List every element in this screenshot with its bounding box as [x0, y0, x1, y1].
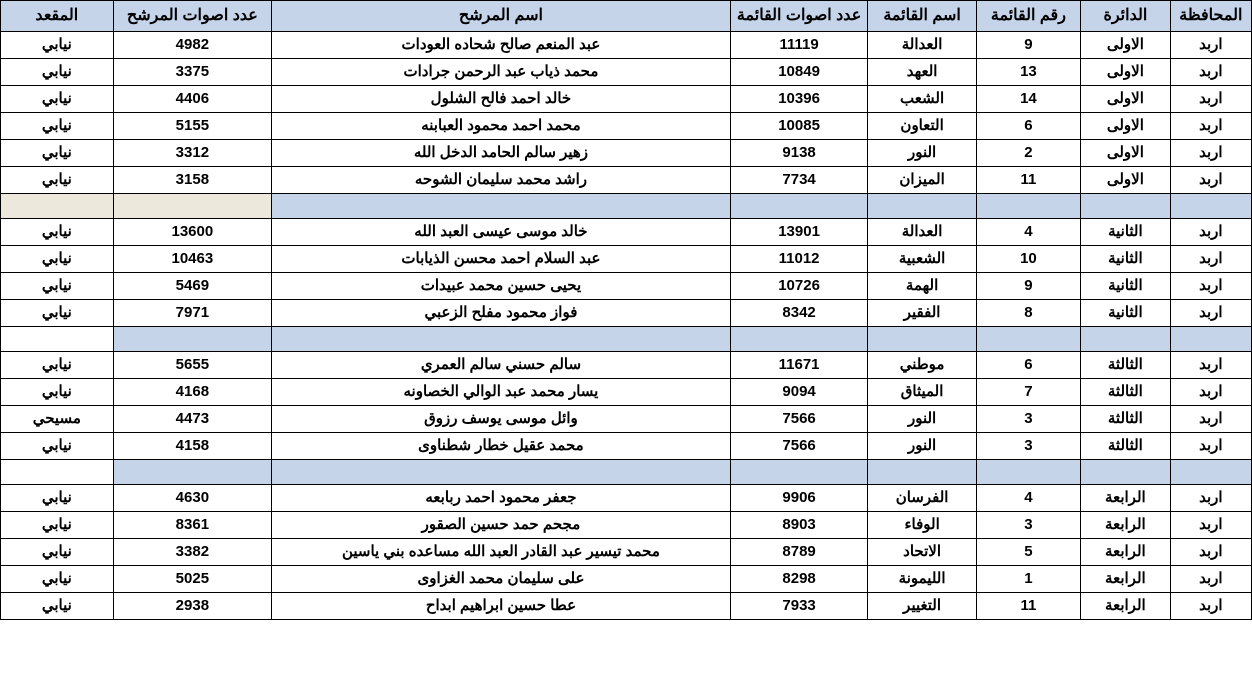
cell-district: الرابعة — [1081, 593, 1171, 620]
cell-candidate-name: محمد تيسير عبد القادر العبد الله مساعده بني ياسين — [272, 539, 731, 566]
cell-seat: نيابي — [1, 379, 114, 406]
spacer-cell — [1170, 194, 1251, 219]
cell-candidate-votes: 10463 — [113, 246, 271, 273]
cell-seat: نيابي — [1, 273, 114, 300]
cell-seat: نيابي — [1, 352, 114, 379]
spacer-cell — [1, 460, 114, 485]
spacer-cell — [976, 460, 1080, 485]
cell-candidate-name: محمد ذياب عبد الرحمن جرادات — [272, 59, 731, 86]
spacer-cell — [976, 327, 1080, 352]
cell-seat: نيابي — [1, 566, 114, 593]
cell-list-name: الميزان — [868, 167, 976, 194]
cell-list-votes: 7734 — [730, 167, 868, 194]
cell-seat: نيابي — [1, 219, 114, 246]
cell-candidate-votes: 5155 — [113, 113, 271, 140]
cell-list-number: 11 — [976, 167, 1080, 194]
table-row — [1, 219, 1252, 246]
cell-list-votes: 11119 — [730, 32, 868, 59]
cell-list-number: 9 — [976, 32, 1080, 59]
spacer-cell — [1170, 460, 1251, 485]
cell-governorate: اربد — [1170, 32, 1251, 59]
spacer-cell — [113, 327, 271, 352]
cell-candidate-name: خالد احمد فالح الشلول — [272, 86, 731, 113]
cell-candidate-name: زهير سالم الحامد الدخل الله — [272, 140, 731, 167]
cell-governorate: اربد — [1170, 539, 1251, 566]
cell-district: الاولى — [1081, 59, 1171, 86]
cell-list-name: الاتحاد — [868, 539, 976, 566]
cell-seat: نيابي — [1, 485, 114, 512]
cell-district: الاولى — [1081, 113, 1171, 140]
cell-governorate: اربد — [1170, 59, 1251, 86]
table-row — [1, 167, 1252, 194]
cell-candidate-name: يسار محمد عبد الوالي الخصاونه — [272, 379, 731, 406]
cell-list-number: 3 — [976, 406, 1080, 433]
cell-seat: نيابي — [1, 300, 114, 327]
cell-list-number: 2 — [976, 140, 1080, 167]
cell-list-name: العدالة — [868, 219, 976, 246]
cell-candidate-name: عبد المنعم صالح شحاده العودات — [272, 32, 731, 59]
cell-list-number: 3 — [976, 433, 1080, 460]
cell-district: الثالثة — [1081, 352, 1171, 379]
cell-list-votes: 10396 — [730, 86, 868, 113]
cell-list-name: الشعب — [868, 86, 976, 113]
cell-district: الاولى — [1081, 32, 1171, 59]
cell-candidate-name: عبد السلام احمد محسن الذيابات — [272, 246, 731, 273]
cell-candidate-votes: 7971 — [113, 300, 271, 327]
cell-list-number: 1 — [976, 566, 1080, 593]
cell-candidate-votes: 4158 — [113, 433, 271, 460]
table-row — [1, 512, 1252, 539]
cell-list-votes: 7566 — [730, 406, 868, 433]
cell-list-name: الفقير — [868, 300, 976, 327]
cell-district: الثانية — [1081, 246, 1171, 273]
spacer-cell — [1081, 194, 1171, 219]
cell-list-name: العهد — [868, 59, 976, 86]
cell-governorate: اربد — [1170, 219, 1251, 246]
cell-seat: نيابي — [1, 167, 114, 194]
cell-governorate: اربد — [1170, 593, 1251, 620]
cell-district: الرابعة — [1081, 566, 1171, 593]
cell-candidate-votes: 4982 — [113, 32, 271, 59]
cell-list-votes: 11671 — [730, 352, 868, 379]
cell-candidate-votes: 3382 — [113, 539, 271, 566]
cell-candidate-votes: 4406 — [113, 86, 271, 113]
cell-district: الثالثة — [1081, 379, 1171, 406]
cell-list-votes: 10849 — [730, 59, 868, 86]
cell-governorate: اربد — [1170, 406, 1251, 433]
cell-candidate-name: يحيى حسين محمد عبيدات — [272, 273, 731, 300]
column-header-list-name: اسم القائمة — [868, 1, 976, 32]
spacer-cell — [113, 460, 271, 485]
cell-governorate: اربد — [1170, 246, 1251, 273]
cell-list-votes: 10085 — [730, 113, 868, 140]
cell-list-number: 3 — [976, 512, 1080, 539]
table-row — [1, 352, 1252, 379]
table-row — [1, 140, 1252, 167]
cell-list-votes: 8903 — [730, 512, 868, 539]
table-row — [1, 113, 1252, 140]
cell-list-votes: 7566 — [730, 433, 868, 460]
spacer-cell — [868, 194, 976, 219]
cell-list-name: الليمونة — [868, 566, 976, 593]
cell-district: الرابعة — [1081, 485, 1171, 512]
table-spacer-row — [1, 194, 1252, 219]
cell-seat: نيابي — [1, 140, 114, 167]
cell-candidate-votes: 13600 — [113, 219, 271, 246]
cell-list-number: 10 — [976, 246, 1080, 273]
table-row — [1, 485, 1252, 512]
cell-seat: نيابي — [1, 86, 114, 113]
cell-candidate-votes: 3375 — [113, 59, 271, 86]
table-spacer-row — [1, 460, 1252, 485]
cell-list-number: 4 — [976, 485, 1080, 512]
cell-seat: نيابي — [1, 59, 114, 86]
spacer-cell — [1170, 327, 1251, 352]
cell-district: الثالثة — [1081, 433, 1171, 460]
cell-district: الاولى — [1081, 167, 1171, 194]
cell-governorate: اربد — [1170, 300, 1251, 327]
cell-candidate-name: راشد محمد سليمان الشوحه — [272, 167, 731, 194]
cell-list-name: الوفاء — [868, 512, 976, 539]
cell-list-votes: 9138 — [730, 140, 868, 167]
column-header-candidate-name: اسم المرشح — [272, 1, 731, 32]
cell-governorate: اربد — [1170, 433, 1251, 460]
cell-list-name: الفرسان — [868, 485, 976, 512]
table-row — [1, 593, 1252, 620]
cell-governorate: اربد — [1170, 512, 1251, 539]
cell-list-votes: 8789 — [730, 539, 868, 566]
cell-list-votes: 8298 — [730, 566, 868, 593]
spacer-cell — [730, 327, 868, 352]
cell-list-number: 6 — [976, 113, 1080, 140]
cell-candidate-votes: 5655 — [113, 352, 271, 379]
table-spacer-row — [1, 327, 1252, 352]
column-header-candidate-votes: عدد اصوات المرشح — [113, 1, 271, 32]
table-header-row — [1, 1, 1252, 32]
spacer-cell — [730, 460, 868, 485]
cell-list-name: الشعبية — [868, 246, 976, 273]
cell-candidate-name: مجحم حمد حسين الصقور — [272, 512, 731, 539]
cell-candidate-votes: 3312 — [113, 140, 271, 167]
cell-list-number: 11 — [976, 593, 1080, 620]
cell-governorate: اربد — [1170, 485, 1251, 512]
spacer-cell — [1, 194, 114, 219]
table-row — [1, 246, 1252, 273]
table-row — [1, 379, 1252, 406]
table-header — [1, 1, 1252, 32]
cell-list-votes: 9094 — [730, 379, 868, 406]
table-body — [1, 32, 1252, 620]
cell-governorate: اربد — [1170, 379, 1251, 406]
cell-district: الاولى — [1081, 86, 1171, 113]
spacer-cell — [1081, 327, 1171, 352]
cell-governorate: اربد — [1170, 273, 1251, 300]
cell-candidate-votes: 5469 — [113, 273, 271, 300]
cell-list-number: 7 — [976, 379, 1080, 406]
cell-district: الثانية — [1081, 219, 1171, 246]
cell-list-name: موطني — [868, 352, 976, 379]
cell-list-name: النور — [868, 140, 976, 167]
cell-seat: نيابي — [1, 433, 114, 460]
cell-list-name: الهمة — [868, 273, 976, 300]
cell-list-number: 9 — [976, 273, 1080, 300]
cell-district: الرابعة — [1081, 512, 1171, 539]
table-row — [1, 300, 1252, 327]
cell-list-name: الميثاق — [868, 379, 976, 406]
cell-list-number: 14 — [976, 86, 1080, 113]
cell-seat: نيابي — [1, 593, 114, 620]
cell-candidate-votes: 4473 — [113, 406, 271, 433]
cell-candidate-name: محمد احمد محمود العبابنه — [272, 113, 731, 140]
cell-seat: نيابي — [1, 539, 114, 566]
cell-list-number: 8 — [976, 300, 1080, 327]
spacer-cell — [113, 194, 271, 219]
cell-list-name: التعاون — [868, 113, 976, 140]
column-header-seat: المقعد — [1, 1, 114, 32]
cell-governorate: اربد — [1170, 566, 1251, 593]
cell-candidate-votes: 2938 — [113, 593, 271, 620]
cell-seat: نيابي — [1, 246, 114, 273]
cell-governorate: اربد — [1170, 140, 1251, 167]
cell-candidate-votes: 8361 — [113, 512, 271, 539]
cell-candidate-name: محمد عقيل خطار شطناوى — [272, 433, 731, 460]
cell-candidate-name: وائل موسى يوسف رزوق — [272, 406, 731, 433]
cell-district: الثانية — [1081, 300, 1171, 327]
table-row — [1, 406, 1252, 433]
cell-list-votes: 8342 — [730, 300, 868, 327]
cell-list-name: النور — [868, 433, 976, 460]
spacer-cell — [272, 194, 731, 219]
table-row — [1, 86, 1252, 113]
cell-candidate-name: جعفر محمود احمد ربابعه — [272, 485, 731, 512]
cell-list-votes: 7933 — [730, 593, 868, 620]
spacer-cell — [1081, 460, 1171, 485]
cell-list-votes: 9906 — [730, 485, 868, 512]
cell-list-name: النور — [868, 406, 976, 433]
spacer-cell — [272, 327, 731, 352]
spacer-cell — [272, 460, 731, 485]
spacer-cell — [976, 194, 1080, 219]
cell-list-number: 4 — [976, 219, 1080, 246]
table-row — [1, 32, 1252, 59]
cell-candidate-name: خالد موسى عيسى العبد الله — [272, 219, 731, 246]
spacer-cell — [868, 460, 976, 485]
cell-candidate-name: سالم حسني سالم العمري — [272, 352, 731, 379]
column-header-list-number: رقم القائمة — [976, 1, 1080, 32]
cell-seat: نيابي — [1, 32, 114, 59]
cell-district: الثالثة — [1081, 406, 1171, 433]
cell-list-votes: 10726 — [730, 273, 868, 300]
cell-governorate: اربد — [1170, 167, 1251, 194]
cell-candidate-name: على سليمان محمد الغزاوى — [272, 566, 731, 593]
cell-governorate: اربد — [1170, 113, 1251, 140]
cell-candidate-votes: 4630 — [113, 485, 271, 512]
cell-list-name: التغيير — [868, 593, 976, 620]
cell-list-number: 6 — [976, 352, 1080, 379]
cell-seat: نيابي — [1, 512, 114, 539]
cell-seat: مسيحي — [1, 406, 114, 433]
table-row — [1, 566, 1252, 593]
spacer-cell — [730, 194, 868, 219]
table-row — [1, 539, 1252, 566]
cell-district: الاولى — [1081, 140, 1171, 167]
cell-governorate: اربد — [1170, 352, 1251, 379]
cell-district: الثانية — [1081, 273, 1171, 300]
spacer-cell — [868, 327, 976, 352]
cell-candidate-name: عطا حسين ابراهيم ابداح — [272, 593, 731, 620]
column-header-governorate: المحافظة — [1170, 1, 1251, 32]
cell-seat: نيابي — [1, 113, 114, 140]
table-row — [1, 59, 1252, 86]
cell-governorate: اربد — [1170, 86, 1251, 113]
column-header-district: الدائرة — [1081, 1, 1171, 32]
cell-list-votes: 13901 — [730, 219, 868, 246]
table-row — [1, 273, 1252, 300]
column-header-list-votes: عدد اصوات القائمة — [730, 1, 868, 32]
spacer-cell — [1, 327, 114, 352]
table-row — [1, 433, 1252, 460]
cell-list-name: العدالة — [868, 32, 976, 59]
cell-candidate-votes: 5025 — [113, 566, 271, 593]
cell-candidate-votes: 4168 — [113, 379, 271, 406]
cell-list-number: 13 — [976, 59, 1080, 86]
cell-list-number: 5 — [976, 539, 1080, 566]
cell-district: الرابعة — [1081, 539, 1171, 566]
cell-candidate-votes: 3158 — [113, 167, 271, 194]
cell-list-votes: 11012 — [730, 246, 868, 273]
cell-candidate-name: فواز محمود مفلح الزعبي — [272, 300, 731, 327]
